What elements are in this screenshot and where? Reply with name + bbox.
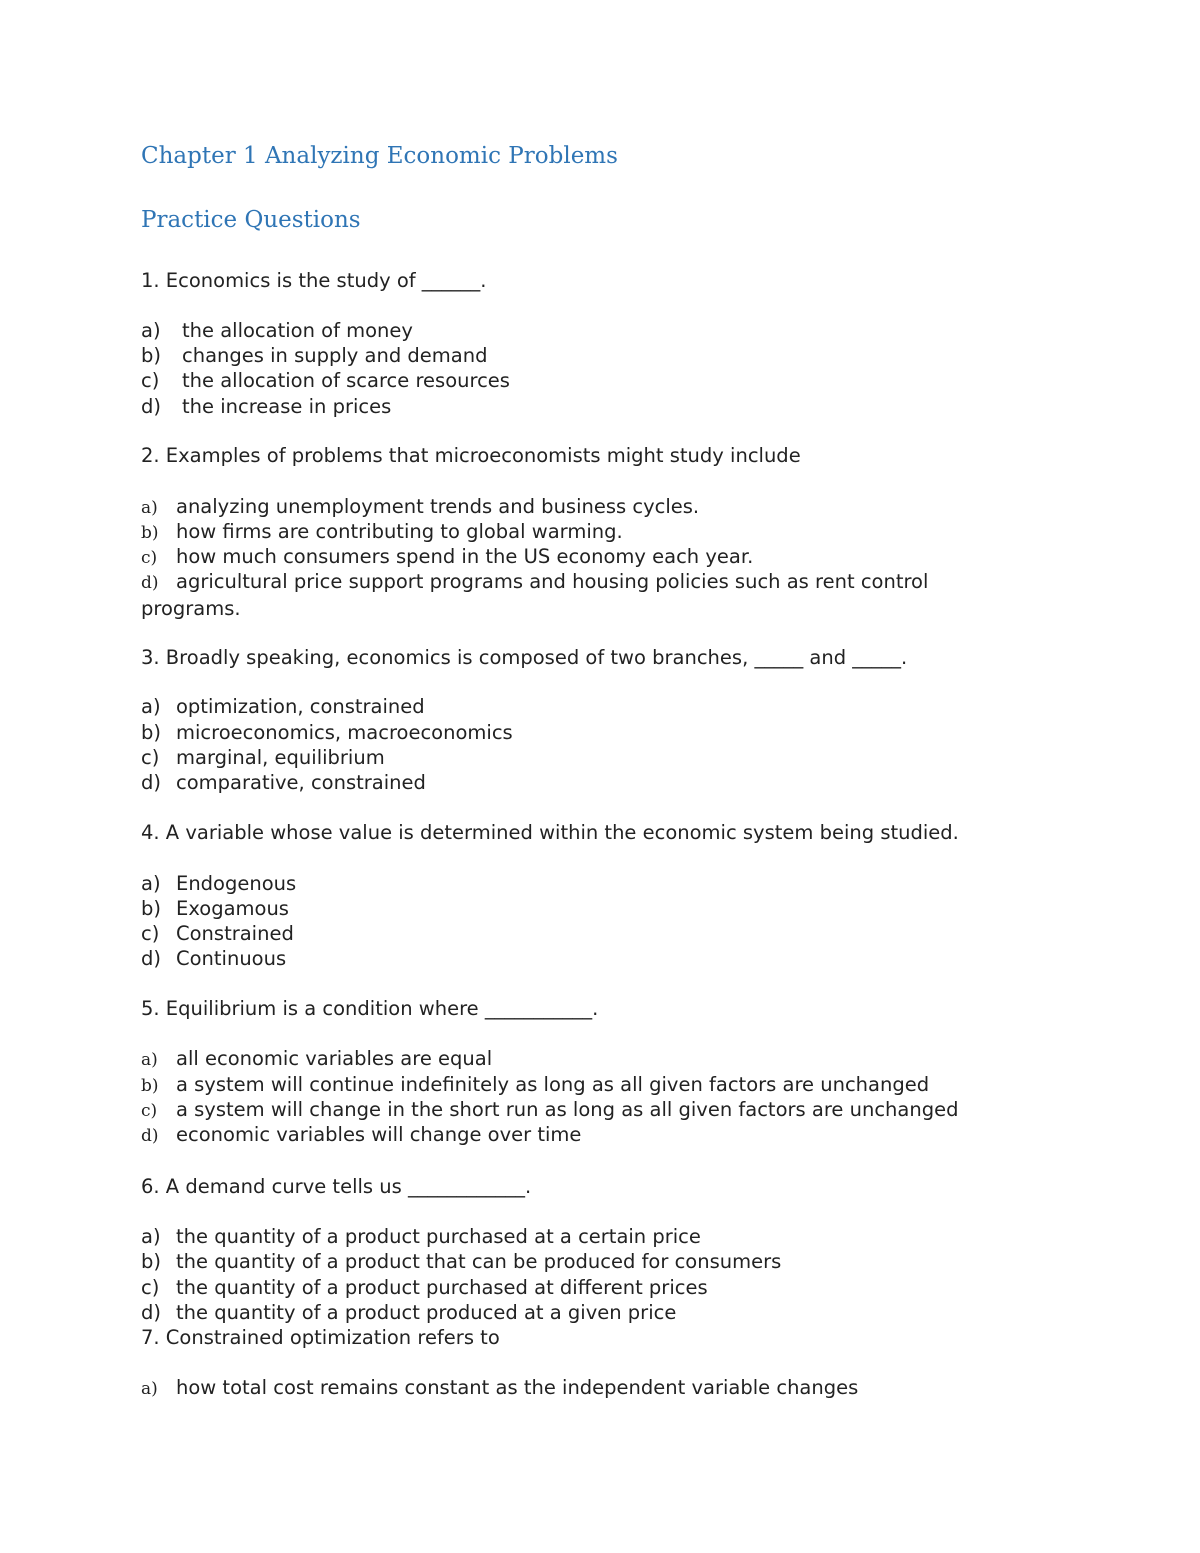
question-stem: 4. A variable whose value is determined within the economic system being studied.: [141, 821, 959, 844]
option-letter: c): [141, 1276, 160, 1299]
option-letter: a): [141, 872, 161, 895]
option-text: a system will continue indefinitely as long as all given factors are unchanged: [176, 1073, 930, 1096]
option-text: Constrained: [176, 922, 294, 945]
option-letter: b): [141, 1076, 159, 1096]
answer-option: [141, 1275, 708, 1300]
option-text: how much consumers spend in the US economy each year.: [176, 545, 754, 568]
answer-option: [141, 494, 699, 521]
answer-option: [141, 519, 623, 546]
option-text: microeconomics, macroeconomics: [176, 721, 513, 744]
option-letter: d): [141, 771, 161, 794]
option-text: Continuous: [176, 947, 287, 970]
option-letter: d): [141, 947, 161, 970]
option-text: economic variables will change over time: [176, 1123, 582, 1146]
answer-option: [141, 1122, 581, 1149]
option-letter: d): [141, 395, 161, 418]
question-stem: 6. A demand curve tells us ____________.: [141, 1175, 532, 1198]
option-text: how firms are contributing to global warming.: [176, 520, 623, 543]
option-text: the quantity of a product purchased at a certain price: [176, 1225, 701, 1248]
option-letter: d): [141, 1301, 161, 1324]
option-text: comparative, constrained: [176, 771, 426, 794]
option-text: marginal, equilibrium: [176, 746, 385, 769]
option-letter: c): [141, 922, 160, 945]
answer-option: [141, 694, 425, 719]
option-text: Exogamous: [176, 897, 289, 920]
answer-option: [141, 569, 1021, 621]
option-text: a system will change in the short run as long as all given factors are unchanged: [176, 1098, 959, 1121]
answer-option: [141, 871, 296, 896]
answer-option: [141, 544, 753, 571]
answer-option: [141, 745, 385, 770]
answer-option: [141, 368, 510, 393]
question-stem: 1. Economics is the study of ______.: [141, 269, 487, 292]
answer-option: [141, 946, 286, 971]
answer-option: [141, 770, 426, 795]
option-letter: a): [141, 1050, 158, 1070]
question-stem: 2. Examples of problems that microeconomists might study include: [141, 444, 801, 467]
answer-option: [141, 343, 487, 368]
option-letter: a): [141, 1379, 158, 1399]
option-text: the quantity of a product produced at a given price: [176, 1301, 677, 1324]
option-letter: b): [141, 1250, 161, 1273]
option-text: all economic variables are equal: [176, 1047, 493, 1070]
answer-option: [141, 1375, 858, 1402]
answer-option: [141, 394, 391, 419]
option-letter: c): [141, 548, 158, 568]
option-letter: d): [141, 1126, 159, 1146]
option-text: the allocation of money: [182, 319, 413, 342]
option-letter: b): [141, 897, 161, 920]
chapter-title: Chapter 1 Analyzing Economic Problems: [141, 143, 618, 169]
option-text: optimization, constrained: [176, 695, 425, 718]
answer-option: [141, 1072, 929, 1099]
option-letter: b): [141, 523, 159, 543]
option-letter: c): [141, 746, 160, 769]
option-letter: a): [141, 319, 161, 342]
question-stem: 5. Equilibrium is a condition where ___________.: [141, 997, 599, 1020]
option-text: the increase in prices: [182, 395, 392, 418]
option-letter: d): [141, 573, 159, 593]
option-text: changes in supply and demand: [182, 344, 488, 367]
option-text: analyzing unemployment trends and business cycles.: [176, 495, 700, 518]
answer-option: [141, 896, 289, 921]
answer-option: [141, 1046, 492, 1073]
option-letter: a): [141, 1225, 161, 1248]
option-text: the quantity of a product purchased at different prices: [176, 1276, 708, 1299]
answer-option: [141, 1249, 781, 1274]
section-title: Practice Questions: [141, 207, 361, 233]
option-letter: a): [141, 498, 158, 518]
question-stem: 3. Broadly speaking, economics is composed of two branches, _____ and _____.: [141, 646, 908, 669]
answer-option: [141, 318, 413, 343]
option-letter: a): [141, 695, 161, 718]
option-letter: b): [141, 721, 161, 744]
answer-option: [141, 720, 513, 745]
option-text: the allocation of scarce resources: [182, 369, 510, 392]
question-stem: 7. Constrained optimization refers to: [141, 1326, 500, 1349]
option-text: how total cost remains constant as the independent variable changes: [176, 1376, 859, 1399]
answer-option: [141, 1097, 958, 1124]
option-letter: c): [141, 369, 160, 392]
option-text: agricultural price support programs and housing policies such as rent control programs.: [141, 570, 929, 620]
answer-option: [141, 1300, 676, 1325]
answer-option: [141, 1224, 701, 1249]
option-letter: c): [141, 1101, 158, 1121]
answer-option: [141, 921, 294, 946]
option-letter: b): [141, 344, 161, 367]
option-text: the quantity of a product that can be produced for consumers: [176, 1250, 782, 1273]
option-text: Endogenous: [176, 872, 297, 895]
